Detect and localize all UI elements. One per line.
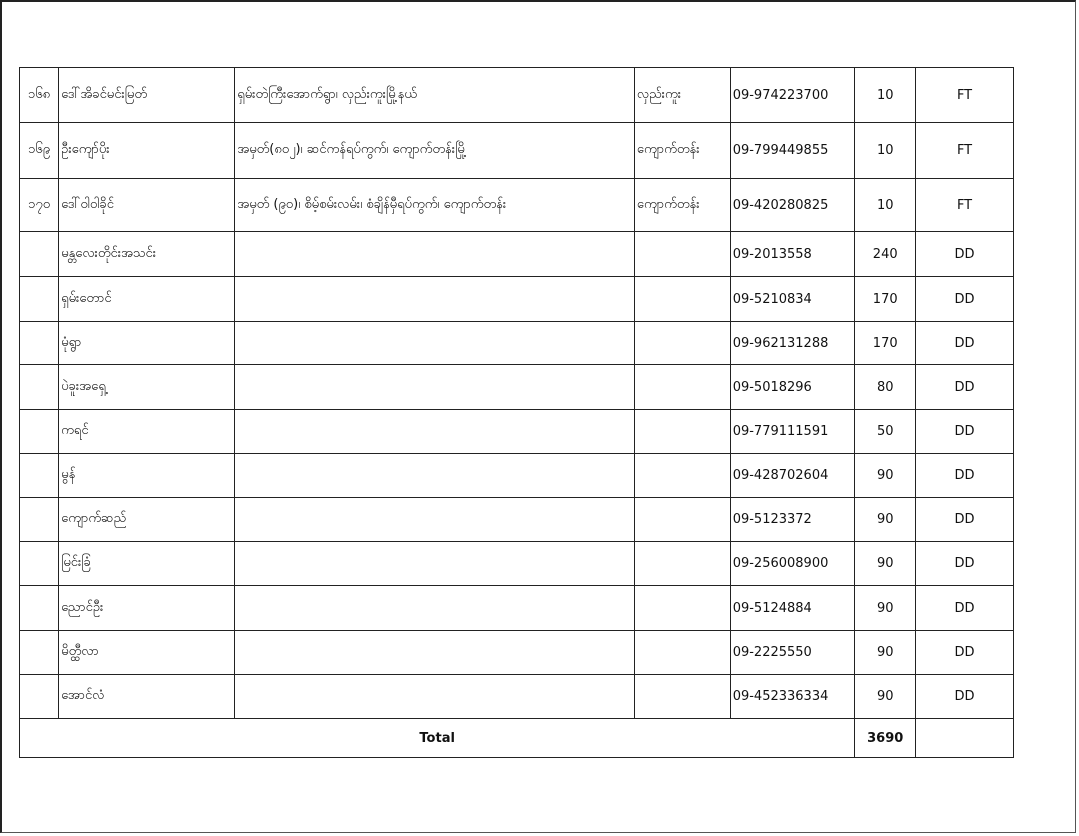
total-empty-cell xyxy=(916,719,1014,758)
row-number xyxy=(20,322,59,365)
code-cell: FT xyxy=(916,68,1014,123)
code-cell: DD xyxy=(916,542,1014,586)
row-number xyxy=(20,365,59,410)
table-row xyxy=(20,631,1014,675)
code-cell: DD xyxy=(916,586,1014,631)
township-cell xyxy=(634,454,730,498)
phone-cell: 09-5210834 xyxy=(730,277,855,322)
address-cell: အမှတ် (၉၀)၊ စိမ့်စမ်းလမ်း၊ စံချိန်မှီရပ်ကွက်၊ ကျောက်တန်း xyxy=(235,179,635,232)
name-cell: ညောင်ဦး xyxy=(59,586,235,631)
code-cell: FT xyxy=(916,123,1014,179)
table-row xyxy=(20,454,1014,498)
township-cell xyxy=(634,232,730,277)
quantity-cell: 90 xyxy=(855,454,916,498)
quantity-cell: 50 xyxy=(855,410,916,454)
table-body xyxy=(20,68,1014,719)
township-cell xyxy=(634,277,730,322)
quantity-cell: 80 xyxy=(855,365,916,410)
table-row xyxy=(20,498,1014,542)
phone-cell: 09-5018296 xyxy=(730,365,855,410)
name-cell: ဒေါ်ဝါဝါခိုင် xyxy=(59,179,235,232)
address-cell xyxy=(235,410,635,454)
quantity-cell: 240 xyxy=(855,232,916,277)
phone-cell: 09-974223700 xyxy=(730,68,855,123)
quantity-cell: 10 xyxy=(855,68,916,123)
name-cell: မွန် xyxy=(59,454,235,498)
table-row xyxy=(20,68,1014,123)
table-row xyxy=(20,365,1014,410)
quantity-cell: 90 xyxy=(855,542,916,586)
table-row xyxy=(20,322,1014,365)
township-cell xyxy=(634,675,730,719)
address-cell xyxy=(235,498,635,542)
name-cell: ရှမ်းတောင် xyxy=(59,277,235,322)
distribution-table xyxy=(19,67,1014,758)
code-cell: DD xyxy=(916,277,1014,322)
row-number xyxy=(20,410,59,454)
quantity-cell: 90 xyxy=(855,498,916,542)
name-cell: ကျောက်ဆည် xyxy=(59,498,235,542)
table-row xyxy=(20,179,1014,232)
phone-cell: 09-428702604 xyxy=(730,454,855,498)
address-cell xyxy=(235,542,635,586)
row-number: ၁၆၈ xyxy=(20,68,59,123)
code-cell: DD xyxy=(916,365,1014,410)
table-row xyxy=(20,586,1014,631)
phone-cell: 09-5124884 xyxy=(730,586,855,631)
phone-cell: 09-779111591 xyxy=(730,410,855,454)
table-row xyxy=(20,542,1014,586)
table-row xyxy=(20,675,1014,719)
code-cell: DD xyxy=(916,410,1014,454)
code-cell: DD xyxy=(916,232,1014,277)
code-cell: DD xyxy=(916,631,1014,675)
address-cell xyxy=(235,586,635,631)
total-label: Total xyxy=(20,719,855,758)
address-cell xyxy=(235,631,635,675)
township-cell xyxy=(634,322,730,365)
row-number xyxy=(20,675,59,719)
code-cell: DD xyxy=(916,498,1014,542)
phone-cell: 09-799449855 xyxy=(730,123,855,179)
phone-cell: 09-256008900 xyxy=(730,542,855,586)
name-cell: ဒေါ်အိခင်မင်းမြတ် xyxy=(59,68,235,123)
address-cell xyxy=(235,277,635,322)
row-number xyxy=(20,454,59,498)
phone-cell: 09-5123372 xyxy=(730,498,855,542)
quantity-cell: 170 xyxy=(855,277,916,322)
code-cell: DD xyxy=(916,322,1014,365)
row-number xyxy=(20,586,59,631)
township-cell xyxy=(634,498,730,542)
name-cell: မြင်းခြံ xyxy=(59,542,235,586)
total-row xyxy=(20,719,1014,758)
table-row xyxy=(20,232,1014,277)
township-cell: ကျောက်တန်း xyxy=(634,179,730,232)
name-cell: ပဲခူးအရှေ့ xyxy=(59,365,235,410)
row-number xyxy=(20,631,59,675)
phone-cell: 09-420280825 xyxy=(730,179,855,232)
name-cell: ကရင် xyxy=(59,410,235,454)
township-cell: ကျောက်တန်း xyxy=(634,123,730,179)
phone-cell: 09-2013558 xyxy=(730,232,855,277)
code-cell: DD xyxy=(916,675,1014,719)
address-cell xyxy=(235,232,635,277)
name-cell: မိတ္ထီလာ xyxy=(59,631,235,675)
table-row xyxy=(20,123,1014,179)
row-number xyxy=(20,542,59,586)
name-cell: ဦးကျော်ပိုး xyxy=(59,123,235,179)
address-cell xyxy=(235,454,635,498)
total-value: 3690 xyxy=(855,719,916,758)
row-number: ၁၆၉ xyxy=(20,123,59,179)
row-number: ၁၇၀ xyxy=(20,179,59,232)
quantity-cell: 90 xyxy=(855,675,916,719)
row-number xyxy=(20,498,59,542)
phone-cell: 09-452336334 xyxy=(730,675,855,719)
quantity-cell: 170 xyxy=(855,322,916,365)
address-cell xyxy=(235,322,635,365)
township-cell xyxy=(634,631,730,675)
address-cell: ရှမ်းတဲကြီးအောက်ရွာ၊ လှည်းကူးမြို့နယ် xyxy=(235,68,635,123)
address-cell xyxy=(235,675,635,719)
code-cell: DD xyxy=(916,454,1014,498)
township-cell: လှည်းကူး xyxy=(634,68,730,123)
name-cell: မုံရွာ xyxy=(59,322,235,365)
township-cell xyxy=(634,365,730,410)
address-cell xyxy=(235,365,635,410)
township-cell xyxy=(634,586,730,631)
quantity-cell: 90 xyxy=(855,586,916,631)
phone-cell: 09-962131288 xyxy=(730,322,855,365)
phone-cell: 09-2225550 xyxy=(730,631,855,675)
township-cell xyxy=(634,542,730,586)
township-cell xyxy=(634,410,730,454)
table-row xyxy=(20,277,1014,322)
quantity-cell: 90 xyxy=(855,631,916,675)
address-cell: အမှတ်(၈၀၂)၊ ဆင်ကန်ရပ်ကွက်၊ ကျောက်တန်းမြို့ xyxy=(235,123,635,179)
quantity-cell: 10 xyxy=(855,179,916,232)
table-row xyxy=(20,410,1014,454)
name-cell: အောင်လံ xyxy=(59,675,235,719)
code-cell: FT xyxy=(916,179,1014,232)
name-cell: မန္တလေးတိုင်းအသင်း xyxy=(59,232,235,277)
quantity-cell: 10 xyxy=(855,123,916,179)
row-number xyxy=(20,232,59,277)
row-number xyxy=(20,277,59,322)
